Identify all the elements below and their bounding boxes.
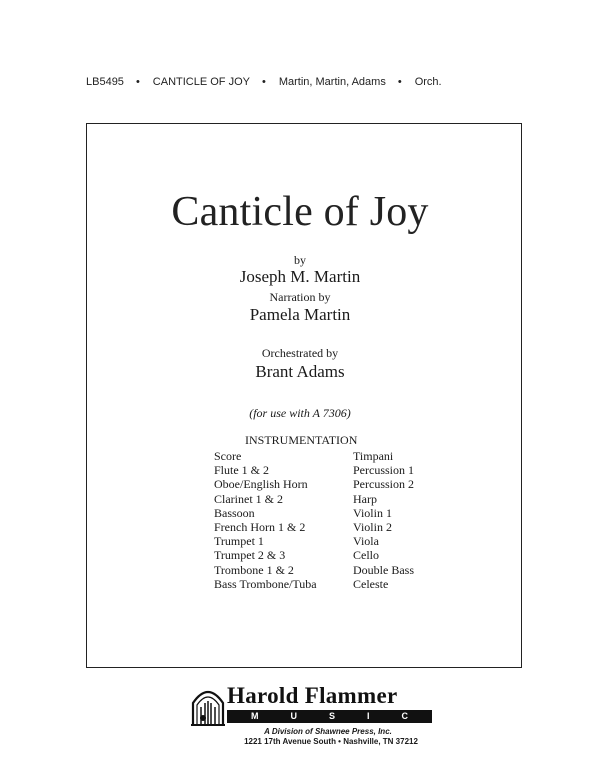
instrument-item: Bass Trombone/Tuba: [214, 576, 317, 591]
instrument-item: Double Bass: [353, 562, 414, 577]
publisher-name: Harold Flammer: [227, 683, 398, 708]
header-edition: Orch.: [414, 76, 442, 88]
instrument-item: Violin 2: [353, 519, 392, 534]
music-letter: C: [401, 711, 408, 721]
instrument-item: Harp: [353, 491, 377, 506]
orchestration-label: Orchestrated by: [261, 346, 339, 360]
church-organ-logo-icon: [191, 683, 225, 727]
composer-name: Joseph M. Martin: [239, 267, 361, 286]
catalog-number: LB5495: [86, 76, 124, 88]
header-title: CANTICLE OF JOY: [152, 76, 250, 88]
orchestrator-name: Brant Adams: [255, 362, 345, 381]
usage-note: (for use with A 7306): [249, 406, 351, 420]
instrument-item: Violin 1: [353, 505, 392, 520]
publisher-division: A Division of Shawnee Press, Inc.: [264, 727, 392, 736]
catalog-header: [86, 76, 442, 88]
music-letter: S: [328, 711, 335, 721]
instrumentation-right-column: [353, 449, 414, 591]
instrument-item: Clarinet 1 & 2: [214, 491, 283, 506]
instrument-item: Celeste: [353, 576, 389, 591]
instrument-item: French Horn 1 & 2: [214, 519, 306, 534]
publisher-logo: [191, 683, 441, 753]
publisher-music-bar: [227, 710, 432, 723]
by-label: by: [294, 253, 306, 267]
instrument-item: Timpani: [353, 449, 394, 463]
music-letter: I: [366, 711, 370, 721]
narration-label: Narration by: [269, 290, 331, 304]
publisher-address: 1221 17th Avenue South • Nashville, TN 37212: [244, 737, 418, 746]
instrumentation-left-column: [214, 449, 317, 591]
instrument-item: Bassoon: [214, 505, 255, 520]
instrument-item: Percussion 2: [353, 477, 414, 492]
instrument-item: Viola: [353, 534, 379, 549]
instrument-item: Flute 1 & 2: [214, 463, 270, 478]
instrument-item: Trumpet 1: [214, 534, 264, 549]
instrumentation-heading: INSTRUMENTATION: [245, 433, 358, 447]
music-letter: U: [290, 711, 297, 721]
instrument-item: Percussion 1: [353, 463, 414, 478]
instrument-item: Trumpet 2 & 3: [214, 548, 286, 563]
instrument-item: Score: [214, 449, 242, 463]
header-separator: •: [135, 76, 140, 88]
music-letter: M: [250, 711, 259, 721]
header-separator: •: [261, 76, 266, 88]
header-authors: Martin, Martin, Adams: [278, 76, 386, 88]
header-separator: •: [397, 76, 402, 88]
instrument-item: Oboe/English Horn: [214, 477, 308, 492]
cover-title: Canticle of Joy: [171, 189, 429, 235]
instrument-item: Trombone 1 & 2: [214, 562, 294, 577]
instrument-item: Cello: [353, 548, 379, 563]
narrator-name: Pamela Martin: [249, 305, 351, 324]
